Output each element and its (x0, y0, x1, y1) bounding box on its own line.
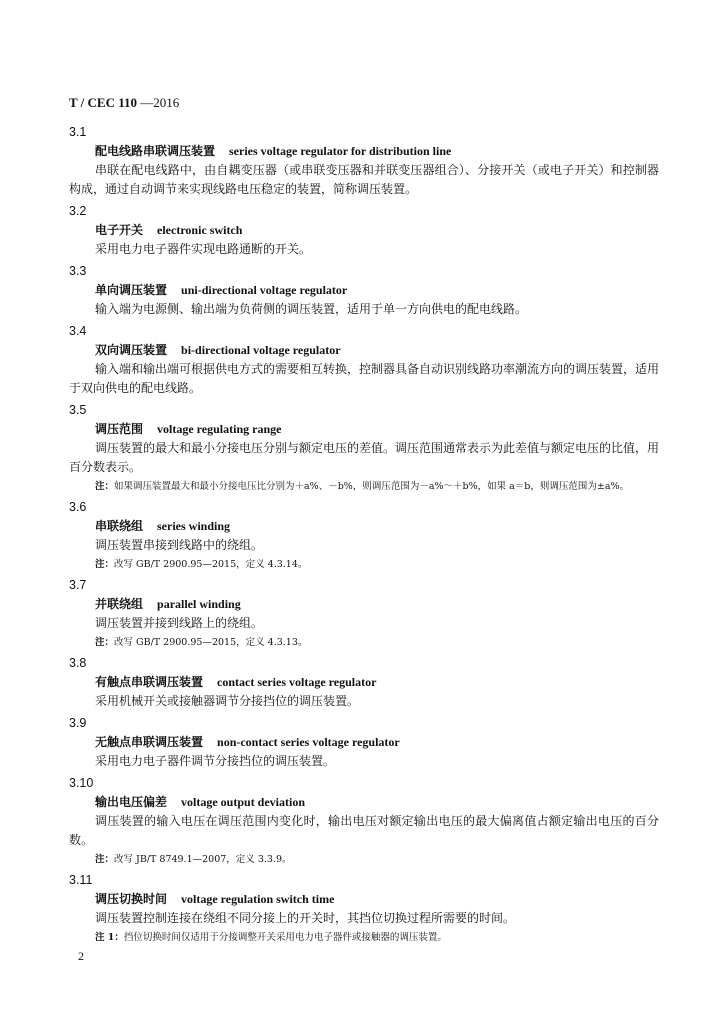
entry-term (69, 420, 659, 439)
term-chinese: 有触点串联调压装置 (95, 675, 204, 689)
entry-number: 3.2 (69, 204, 87, 218)
entry-number: 3.8 (69, 656, 87, 670)
note-text: 如果调压装置最大和最小分接电压比分别为＋a%、－b%，则调压范围为－a%～＋b%，如果 a＝b，则调压范围为±a%。 (114, 481, 630, 492)
entry-term (69, 595, 659, 614)
term-chinese: 调压范围 (95, 422, 144, 436)
standard-code: T / CEC 110 (69, 95, 138, 110)
term-chinese: 输出电压偏差 (95, 795, 168, 809)
entry-term (69, 341, 659, 360)
entry-definition: 调压装置控制连接在绕组不同分接上的开关时，其挡位切换过程所需要的时间。 (95, 911, 516, 925)
note-label: 注： (95, 481, 115, 492)
entry-term (69, 733, 659, 752)
standard-year-group (140, 95, 179, 110)
entry-note (69, 852, 659, 868)
note-text: 改写 GB/T 2900.95—2015，定义 4.3.14。 (114, 559, 308, 570)
entry-number: 3.4 (69, 324, 87, 338)
term-chinese: 单向调压装置 (95, 283, 168, 297)
entry-number: 3.11 (69, 873, 93, 887)
term-english: parallel winding (157, 597, 241, 611)
entry-definition: 调压装置串接到线路中的绕组。 (95, 538, 264, 552)
entry-number: 3.10 (69, 776, 94, 790)
term-english: voltage regulation switch time (181, 892, 335, 906)
note-text: 挡位切换时间仅适用于分接调整开关采用电力电子器件或接触器的调压装置。 (123, 932, 447, 943)
term-chinese: 串联绕组 (95, 519, 144, 533)
entry-number: 3.1 (69, 125, 87, 139)
entry-definition: 输入端和输出端可根据供电方式的需要相互转换，控制器具备自动识别线路功率潮流方向的调压装置，适用于双向供电的配电线路。 (69, 362, 660, 395)
terms-list (69, 123, 659, 946)
note-label: 注： (95, 854, 115, 865)
note-label: 注： (95, 559, 115, 570)
standard-header (69, 95, 179, 111)
entry-definition: 调压装置的最大和最小分接电压分别与额定电压的差值。调压范围通常表示为此差值与额定电压的比值，用百分数表示。 (69, 441, 660, 474)
note-label: 注： (95, 637, 115, 648)
term-english: series winding (157, 519, 231, 533)
standard-separator: — (140, 95, 154, 110)
entry-definition: 采用电力电子器件调节分接挡位的调压装置。 (95, 754, 336, 768)
term-chinese: 并联绕组 (95, 597, 144, 611)
entry-term (69, 517, 659, 536)
note-label: 注 1： (95, 932, 124, 943)
term-english: contact series voltage regulator (217, 675, 377, 689)
entry-definition: 串联在配电线路中，由自耦变压器（或串联变压器和并联变压器组合）、分接开关（或电子开关）和控制器构成，通过自动调节来实现线路电压稳定的装置，简称调压装置。 (69, 163, 659, 196)
entry-note (69, 635, 659, 651)
term-english: non-contact series voltage regulator (217, 735, 400, 749)
entry-number: 3.3 (69, 264, 87, 278)
entry-definition: 采用机械开关或接触器调节分接挡位的调压装置。 (95, 694, 360, 708)
entry-note (69, 930, 659, 946)
entry-number: 3.7 (69, 578, 87, 592)
term-english: voltage regulating range (157, 422, 282, 436)
standard-year: 2016 (153, 95, 180, 110)
entry-note (69, 479, 659, 495)
term-english: voltage output deviation (181, 795, 306, 809)
term-english: electronic switch (157, 223, 243, 237)
entry-definition: 调压装置的输入电压在调压范围内变化时，输出电压对额定输出电压的最大偏离值占额定输出电压的百分数。 (69, 814, 659, 847)
entry-term (69, 890, 659, 909)
entry-number: 3.5 (69, 403, 87, 417)
term-english: series voltage regulator for distribution line (229, 144, 452, 158)
entry-term (69, 281, 659, 300)
page-number: 2 (78, 949, 84, 963)
entry-note (69, 557, 659, 573)
entry-term (69, 221, 659, 240)
term-english: uni-directional voltage regulator (181, 283, 348, 297)
entry-definition: 输入端为电源侧、输出端为负荷侧的调压装置，适用于单一方向供电的配电线路。 (95, 302, 528, 316)
term-english: bi-directional voltage regulator (181, 343, 341, 357)
entry-term (69, 793, 659, 812)
term-chinese: 电子开关 (95, 223, 144, 237)
entry-number: 3.9 (69, 716, 87, 730)
term-chinese: 双向调压装置 (95, 343, 168, 357)
entry-term (69, 142, 659, 161)
entry-number: 3.6 (69, 500, 87, 514)
entry-definition: 采用电力电子器件实现电路通断的开关。 (95, 242, 312, 256)
term-chinese: 无触点串联调压装置 (95, 735, 204, 749)
entry-definition: 调压装置并接到线路上的绕组。 (95, 616, 264, 630)
note-text: 改写 JB/T 8749.1—2007，定义 3.3.9。 (114, 854, 292, 865)
note-text: 改写 GB/T 2900.95—2015，定义 4.3.13。 (114, 637, 308, 648)
term-chinese: 配电线路串联调压装置 (95, 144, 216, 158)
entry-term (69, 673, 659, 692)
term-chinese: 调压切换时间 (95, 892, 168, 906)
